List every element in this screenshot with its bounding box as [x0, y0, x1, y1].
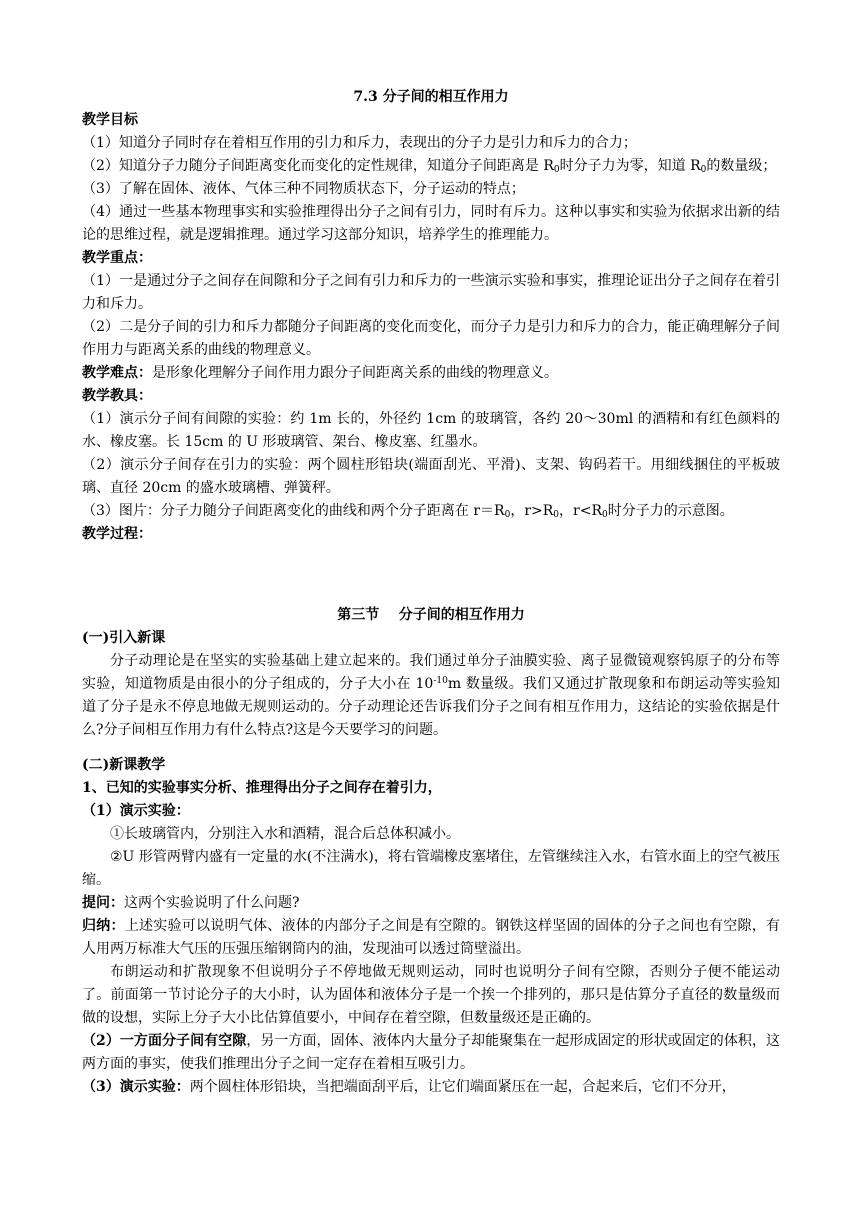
equipment-item-1: （1）演示分子间有间隙的实验：约 1m 长的，外径约 1cm 的玻璃管，各约 20～30ml 的酒精和有红色颜料的水、橡皮塞。长 15cm 的 U 形玻璃管、架台、橡皮塞、红墨水。 — [82, 411, 780, 450]
section-title: 第三节 分子间的相互作用力 — [337, 607, 525, 623]
question-line — [82, 892, 780, 915]
new-lesson-heading: (二)新课教学 — [82, 757, 166, 773]
difficulty-heading: 教学难点： — [82, 365, 152, 381]
summary-text: 上述实验可以说明气体、液体的内部分子之间是有空隙的。钢铁这样坚固的固体的分子之间也有空隙，有人用两万标准大气压的压强压缩钢筒内的油，发现油可以透过筒壁溢出。 — [82, 918, 780, 957]
question-label: 提问： — [82, 895, 124, 911]
demo-1-item-2: ②U 形管两臂内盛有一定量的水(不注满水)，将右管端橡皮塞堵住，左管继续注入水，右管水面上的空气被压缩。 — [82, 849, 780, 888]
point-1: 1、已知的实验事实分析、推理得出分子之间存在着引力， — [82, 780, 442, 796]
key-point-2: （2）二是分子间的引力和斥力都随分子间距离的变化而变化，而分子力是引力和斥力的合力，能正确理解分子间作用力与距离关系的曲线的物理意义。 — [82, 319, 780, 358]
demo-1-item-1: ①长玻璃管内，分别注入水和酒精，混合后总体积减小。 — [110, 826, 460, 842]
page-title: 7.3 分子间的相互作用力 — [353, 89, 509, 105]
equipment-item-3: （3）图片：分子力随分子间距离变化的曲线和两个分子距离在 $r=R_0$，$r>R_0$，$r<R_0$时分子力的示意图。 — [82, 503, 734, 520]
equipment-item-2: （2）演示分子间存在引力的实验：两个圆柱形铅块(端面刮光、平滑)、支架、钩码若干。用细线捆住的平板玻璃、直径 20cm 的盛水玻璃槽、弹簧秤。 — [82, 457, 780, 496]
demo-1-heading: （1）演示实验： — [82, 803, 190, 819]
equipment-heading: 教学教具： — [82, 388, 152, 404]
summary-line — [82, 915, 780, 961]
point-3: （3）演示实验：两个圆柱体形铅块，当把端面刮平后，让它们端面紧压在一起，合起来后，它们不分开， — [82, 1079, 736, 1095]
key-points-heading: 教学重点： — [82, 250, 152, 266]
key-point-1: （1）一是通过分子之间存在间隙和分子之间有引力和斥力的一些演示实验和事实，推理论证出分子之间存在着引力和斥力。 — [82, 273, 780, 312]
document-page — [82, 86, 780, 1099]
question-text: 这两个实验说明了什么问题? — [124, 895, 300, 911]
point-2: （2）一方面分子间有空隙，另一方面，固体、液体内大量分子却能聚集在一起形成固定的形状或固定的体积，这两方面的事实，使我们推理出分子之间一定存在着相互吸引力。 — [82, 1033, 780, 1072]
brownian-paragraph: 布朗运动和扩散现象不但说明分子不停地做无规则运动，同时也说明分子间有空隙，否则分子便不能运动了。前面第一节讨论分子的大小时，认为固体和液体分子是一个挨一个排列的，那只是估算分子直径的数量级而做的设想，实际上分子大小比估算值要小，中间存在着空隙，但数量级还是正确的。 — [82, 964, 780, 1026]
goal-item-2: （2）知道分子力随分子间距离变化而变化的定性规律，知道分子间距离是 $R_0$时分子力为零，知道 $R_0$的数量级； — [82, 158, 777, 175]
process-heading: 教学过程： — [82, 526, 152, 542]
goal-item-3: （3）了解在固体、液体、气体三种不同物质状态下，分子运动的特点； — [82, 181, 525, 197]
difficulty-line — [82, 362, 780, 385]
goals-heading: 教学目标 — [82, 112, 138, 128]
summary-label: 归纳： — [82, 918, 125, 934]
goal-item-1: （1）知道分子同时存在着相互作用的引力和斥力，表现出的分子力是引力和斥力的合力； — [82, 135, 637, 151]
difficulty-text: 是形象化理解分子间作用力跟分子间距离关系的曲线的物理意义。 — [152, 365, 558, 381]
intro-heading: (一)引入新课 — [82, 630, 166, 646]
intro-paragraph: 分子动理论是在坚实的实验基础上建立起来的。我们通过单分子油膜实验、离子显微镜观察钨原子的分布等实验，知道物质是由很小的分子组成的，分子大小在 $10^{-10}m$ 数量级。我们又通过扩散现象和布朗运动等实验知道了分子是永不停息地做无规则运动的。分子动理论还告诉我们分子之间有相互作用力，这结论的实验依据是什么?分子间相互作用力有什么特点?这是今天要学习的问题。 — [82, 653, 780, 738]
goal-item-4: （4）通过一些基本物理事实和实验推理得出分子之间有引力，同时有斥力。这种以事实和实验为依据求出新的结论的思维过程，就是逻辑推理。通过学习这部分知识，培养学生的推理能力。 — [82, 204, 780, 243]
